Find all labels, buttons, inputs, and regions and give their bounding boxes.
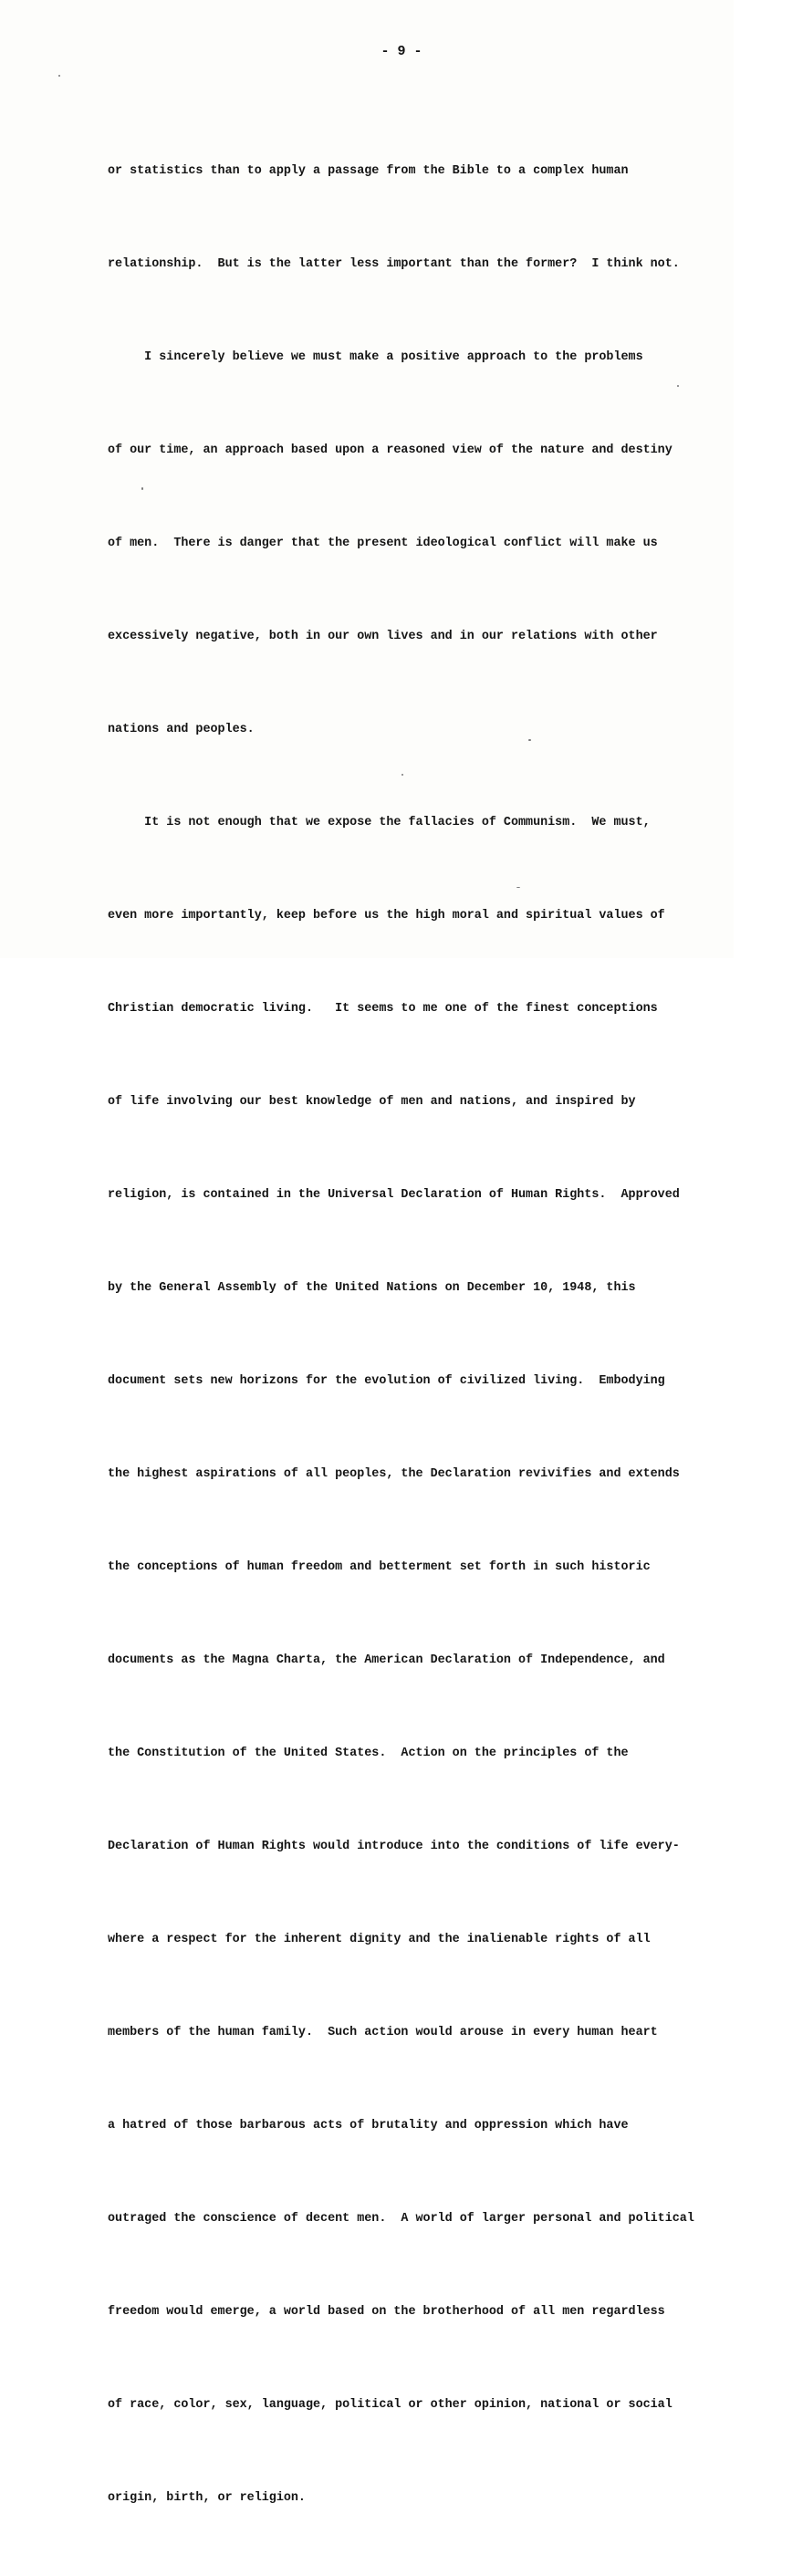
text-line: I sincerely believe we must make a positive approach to the problems: [108, 350, 643, 364]
page-number: - 9 -: [381, 44, 422, 59]
text-line: or statistics than to apply a passage from the Bible to a complex human: [108, 164, 629, 178]
text-line: of our time, an approach based upon a reasoned view of the nature and destiny: [108, 443, 673, 457]
text-line: freedom would emerge, a world based on the brotherhood of all men regardless: [108, 2305, 665, 2319]
text-line: Christian democratic living. It seems to me one of the finest conceptions: [108, 1002, 658, 1016]
text-line: Declaration of Human Rights would introduce into the conditions of life every-: [108, 1840, 680, 1853]
text-line: by the General Assembly of the United Nations on December 10, 1948, this: [108, 1281, 636, 1295]
text-line: relationship. But is the latter less important than the former? I think not.: [108, 257, 680, 271]
text-line: It is not enough that we expose the fallacies of Communism. We must,: [108, 816, 651, 829]
text-line: members of the human family. Such action would arouse in every human heart: [108, 2026, 658, 2039]
text-line: where a respect for the inherent dignity and the inalienable rights of all: [108, 1933, 651, 1946]
text-line: the conceptions of human freedom and betterment set forth in such historic: [108, 1560, 651, 1574]
text-line: origin, birth, or religion.: [108, 2491, 306, 2505]
text-line: of race, color, sex, language, political or other opinion, national or social: [108, 2398, 673, 2412]
text-line: the Constitution of the United States. Action on the principles of the: [108, 1747, 629, 1760]
text-line: of men. There is danger that the present ideological conflict will make us: [108, 537, 658, 550]
text-line: excessively negative, both in our own lives and in our relations with other: [108, 630, 658, 643]
text-line: the highest aspirations of all peoples, the Declaration revivifies and extends: [108, 1467, 680, 1481]
scan-speck: [528, 739, 531, 741]
body-text: [108, 94, 694, 2576]
scan-speck: [402, 774, 403, 776]
text-line: nations and peoples.: [108, 723, 255, 736]
text-line: documents as the Magna Charta, the American Declaration of Independence, and: [108, 1653, 665, 1667]
text-line: of life involving our best knowledge of men and nations, and inspired by: [108, 1095, 636, 1109]
text-line: outraged the conscience of decent men. A world of larger personal and political: [108, 2212, 694, 2226]
scan-speck: [58, 75, 60, 77]
text-line: a hatred of those barbarous acts of brutality and oppression which have: [108, 2119, 629, 2133]
scan-speck: [677, 385, 679, 387]
text-line: religion, is contained in the Universal Declaration of Human Rights. Approved: [108, 1188, 680, 1202]
scan-speck: [516, 887, 520, 888]
scan-speck: [141, 487, 143, 490]
text-line: even more importantly, keep before us the high moral and spiritual values of: [108, 909, 665, 923]
text-line: document sets new horizons for the evolution of civilized living. Embodying: [108, 1374, 665, 1388]
